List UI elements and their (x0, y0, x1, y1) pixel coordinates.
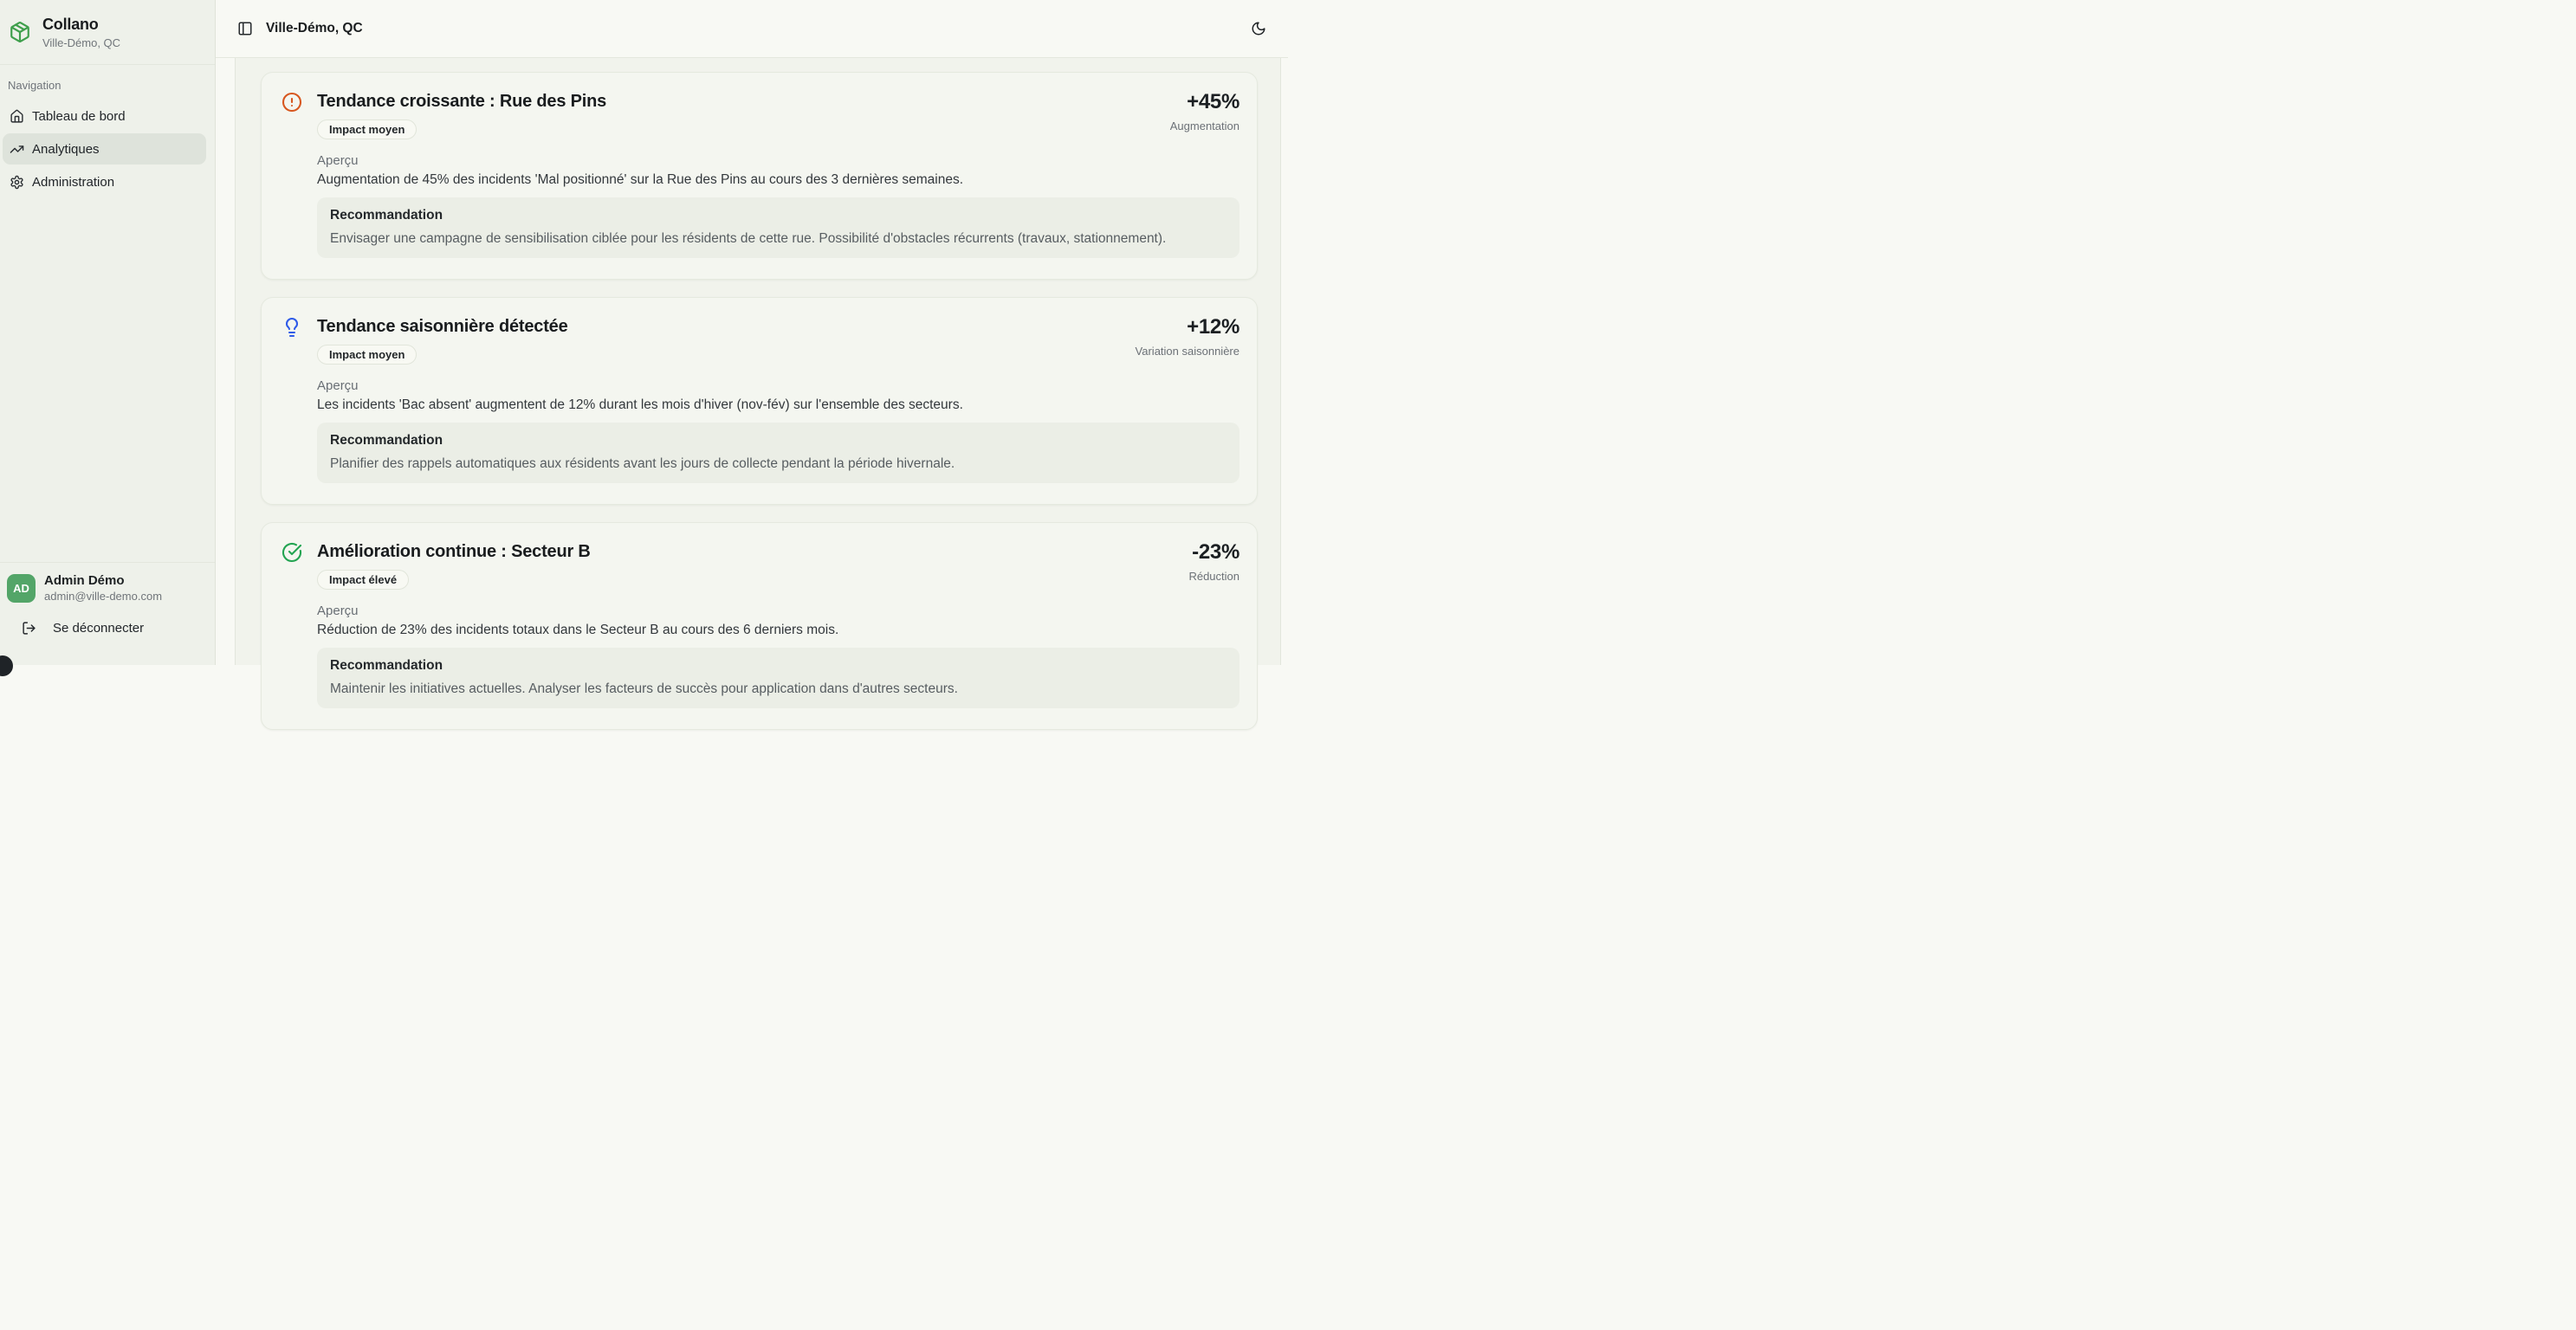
metric-value: +45% (1187, 90, 1239, 113)
card-title: Amélioration continue : Secteur B (317, 542, 591, 561)
avatar: AD (7, 574, 36, 603)
brand-name: Collano (42, 15, 99, 33)
sidebar (0, 0, 216, 665)
logout-button[interactable] (22, 621, 203, 636)
logout-icon (22, 621, 36, 636)
brand-subtitle: Ville-Démo, QC (42, 36, 121, 49)
check-circle-icon (282, 542, 302, 563)
metric-label: Réduction (1188, 570, 1239, 583)
overview-text: Les incidents 'Bac absent' augmentent de 12% durant les mois d'hiver (nov-fév) sur l'ensemble des secteurs. (317, 397, 963, 412)
recommendation-label: Recommandation (330, 433, 443, 448)
brand-header (0, 0, 215, 65)
recommendation-box (317, 648, 1239, 708)
metric-label: Variation saisonnière (1135, 345, 1239, 358)
package-icon (9, 21, 31, 43)
overview-label: Aperçu (317, 153, 359, 168)
sidebar-item-label: Analytiques (32, 141, 100, 157)
card-title: Tendance saisonnière détectée (317, 317, 568, 336)
topbar (216, 0, 1288, 58)
recommendation-text: Envisager une campagne de sensibilisation ciblée pour les résidents de cette rue. Possibilité d'obstacles récurrents (travaux, stationnement). (330, 231, 1167, 246)
impact-badge: Impact moyen (317, 119, 417, 139)
left-gutter (216, 58, 235, 665)
user-email: admin@ville-demo.com (44, 590, 163, 603)
nav-section-label: Navigation (8, 79, 61, 92)
sidebar-item-label: Administration (32, 174, 115, 190)
recommendation-text: Planifier des rappels automatiques aux résidents avant les jours de collecte pendant la période hivernale. (330, 456, 955, 471)
user-row (7, 573, 203, 603)
impact-badge: Impact moyen (317, 345, 417, 365)
sidebar-toggle-icon[interactable] (237, 21, 253, 36)
sidebar-nav (0, 65, 215, 210)
overview-text: Augmentation de 45% des incidents 'Mal positionné' sur la Rue des Pins au cours des 3 dernières semaines. (317, 172, 964, 187)
content-outer (216, 58, 1288, 696)
recommendation-box (317, 197, 1239, 258)
insight-card-tendance-croissante (261, 72, 1258, 280)
logout-label: Se déconnecter (53, 621, 145, 636)
metric-label: Augmentation (1169, 119, 1239, 132)
lightbulb-icon (282, 317, 302, 338)
insights-scroll-area[interactable] (235, 58, 1281, 696)
main-area (216, 0, 1288, 696)
page-title: Ville-Démo, QC (266, 21, 363, 36)
recommendation-box (317, 423, 1239, 483)
user-name: Admin Démo (44, 573, 125, 588)
gear-icon (10, 175, 24, 190)
sidebar-item-label: Tableau de bord (32, 108, 126, 124)
insight-card-amelioration-continue (261, 522, 1258, 730)
sidebar-item-administration[interactable] (3, 166, 206, 197)
trending-up-icon (10, 142, 24, 157)
alert-circle-icon (282, 92, 302, 113)
home-icon (10, 109, 24, 124)
overview-label: Aperçu (317, 604, 359, 618)
insight-card-tendance-saisonniere (261, 297, 1258, 505)
user-section (0, 562, 215, 665)
dark-mode-toggle-moon-icon[interactable] (1251, 21, 1266, 36)
scrollbar-gutter[interactable] (1281, 58, 1288, 665)
impact-badge: Impact élevé (317, 570, 409, 590)
app-window (0, 0, 1288, 696)
recommendation-text: Maintenir les initiatives actuelles. Analyser les facteurs de succès pour application dans d'autres secteurs. (330, 681, 958, 696)
recommendation-label: Recommandation (330, 658, 443, 673)
metric-value: +12% (1187, 315, 1239, 339)
sidebar-item-analytiques[interactable] (3, 133, 206, 165)
overview-text: Réduction de 23% des incidents totaux dans le Secteur B au cours des 6 derniers mois. (317, 623, 839, 637)
metric-value: -23% (1192, 540, 1239, 564)
recommendation-label: Recommandation (330, 208, 443, 223)
brand-text (42, 16, 120, 49)
sidebar-item-tableau-de-bord[interactable] (3, 100, 206, 132)
overview-label: Aperçu (317, 378, 359, 393)
card-title: Tendance croissante : Rue des Pins (317, 92, 607, 111)
